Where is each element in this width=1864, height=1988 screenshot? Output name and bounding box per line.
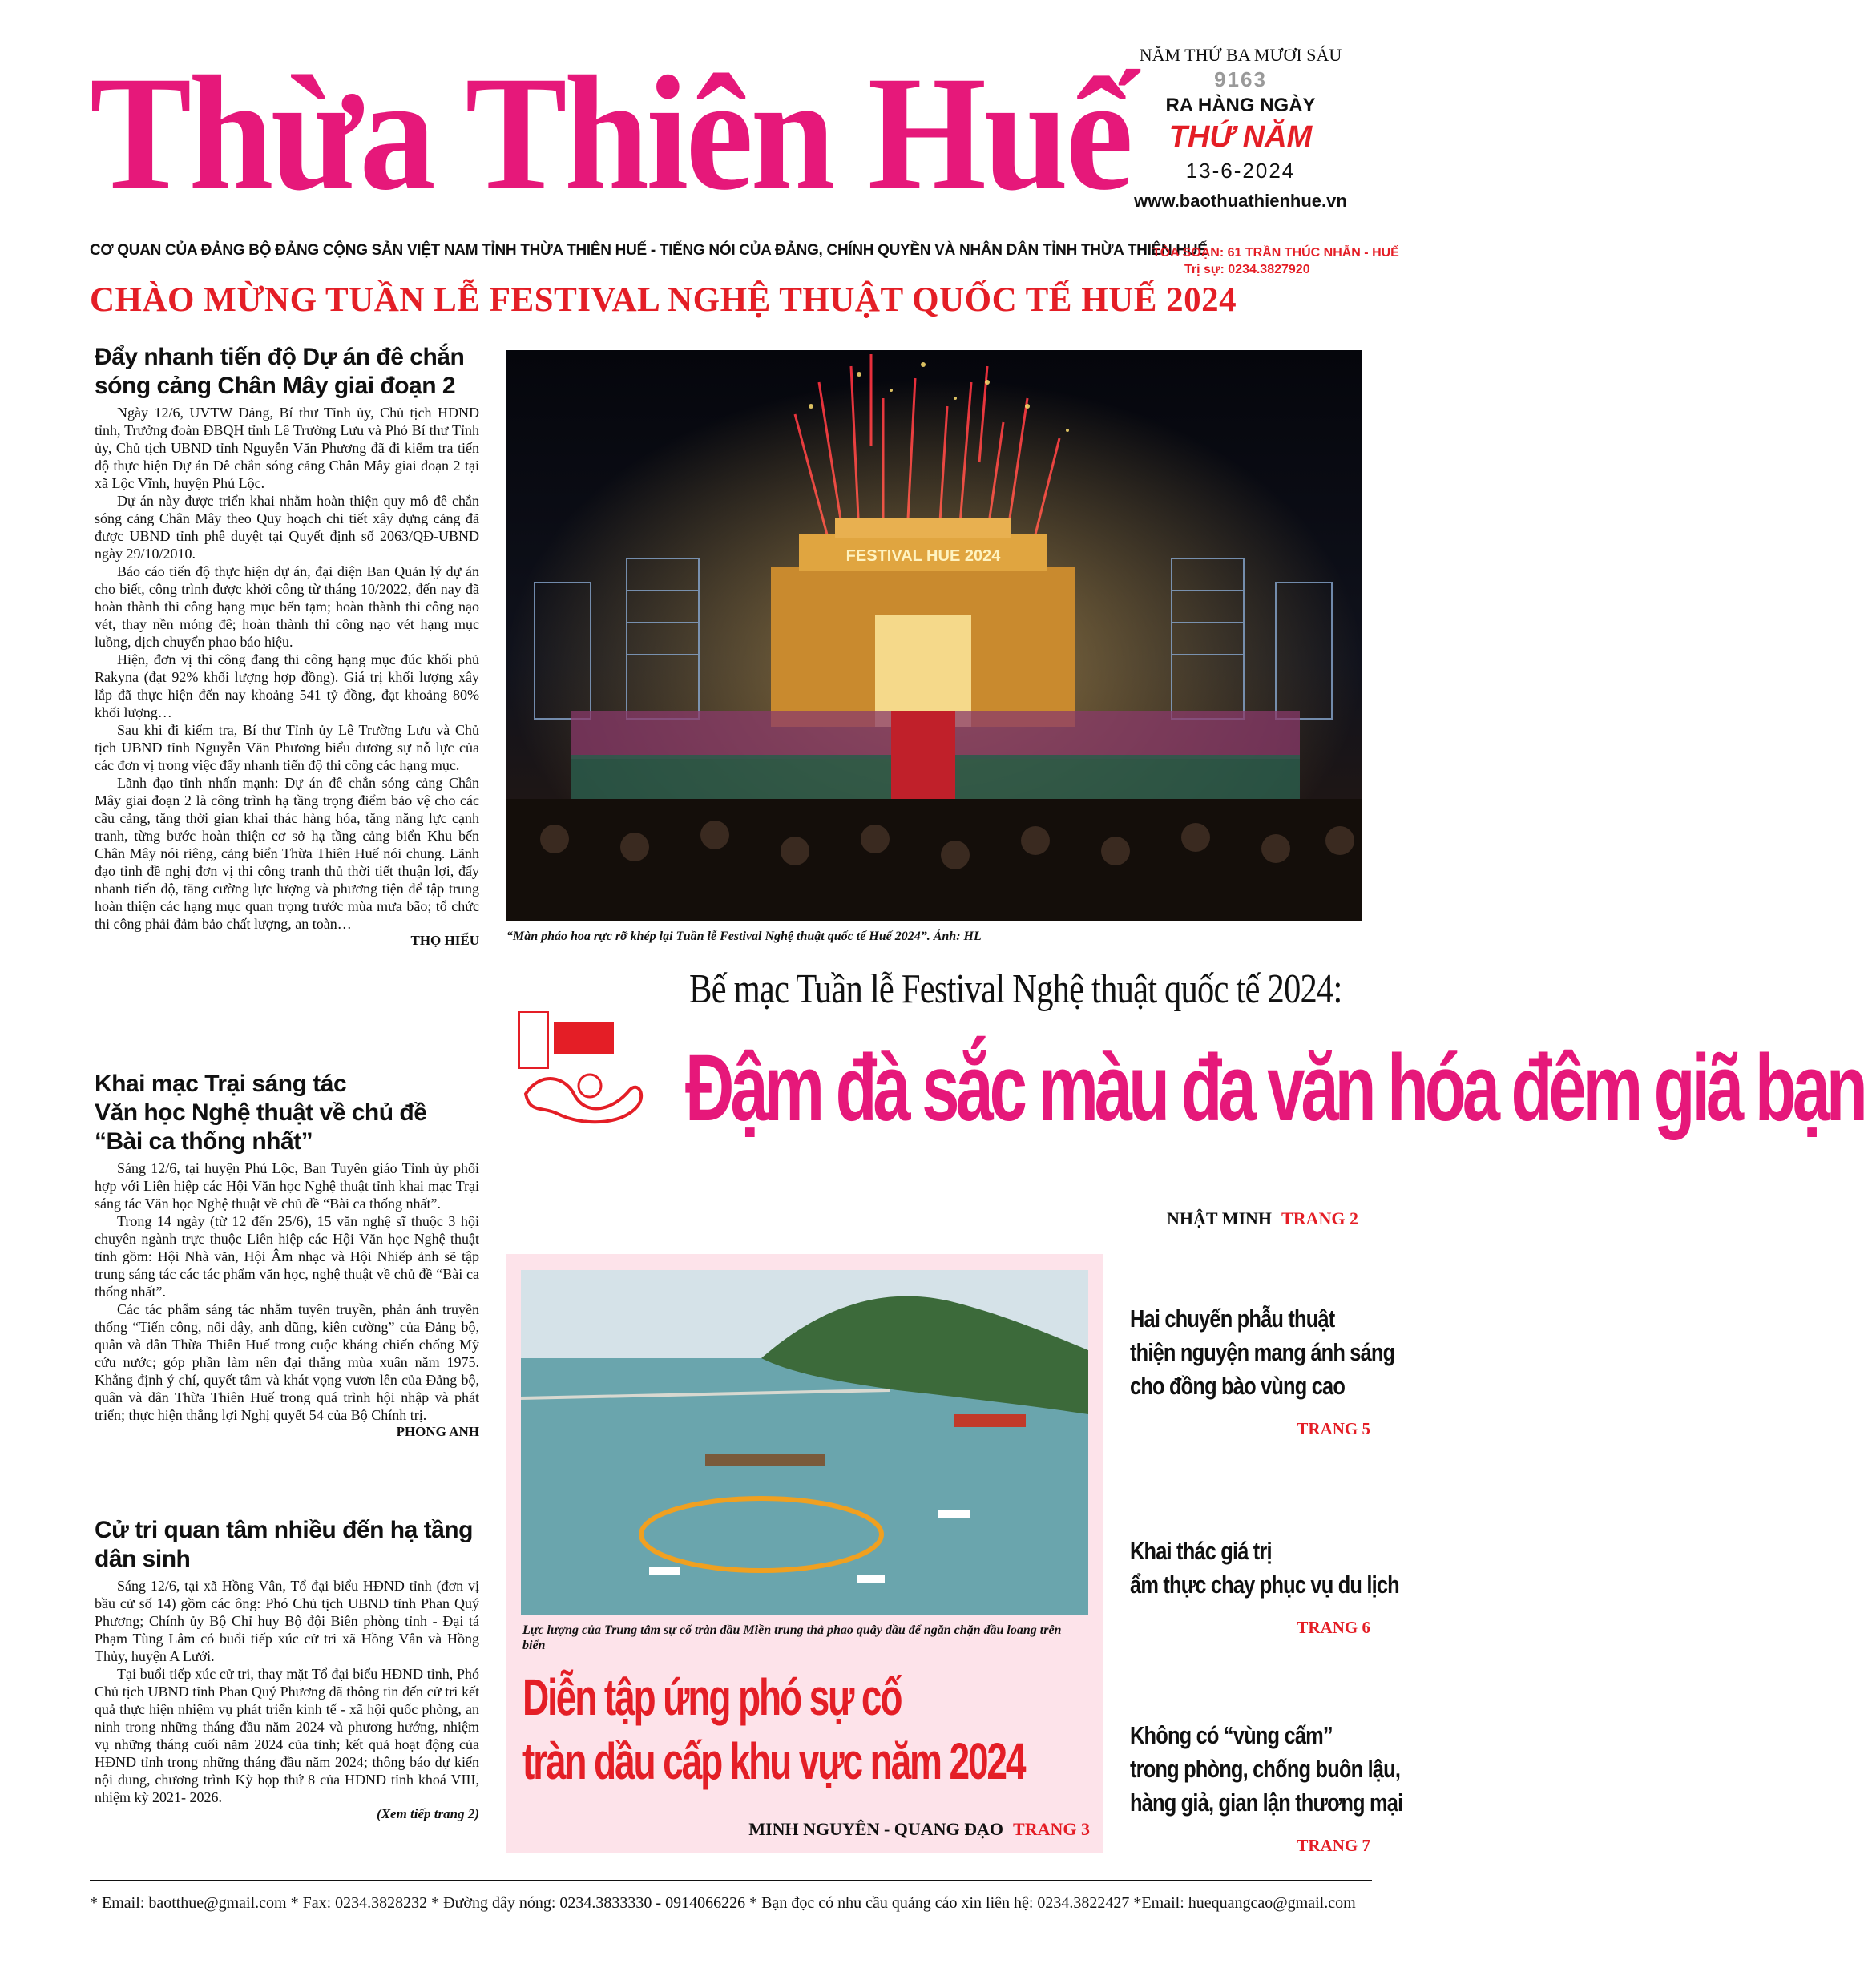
article-cu-tri <box>95 1516 479 1822</box>
page-ref[interactable]: TRANG 6 <box>1297 1618 1370 1637</box>
stage-sign: FESTIVAL HUE 2024 <box>845 547 1001 565</box>
teaser-line: thiện nguyện mang ánh sáng <box>1130 1338 1395 1366</box>
office-phone: Trị sự: 0234.3827920 <box>1184 263 1310 276</box>
teaser-smuggling[interactable] <box>1130 1719 1403 1856</box>
frequency: RA HÀNG NGÀY <box>1165 95 1316 116</box>
barge <box>705 1454 825 1466</box>
masthead-tagline: CƠ QUAN CỦA ĐẢNG BỘ ĐẢNG CỘNG SẢN VIỆT NAM TỈNH THỪA THIÊN HUẾ - TIẾNG NÓI CỦA ĐẢNG, CHÍNH QUYỀN VÀ NHÂN DÂN TỈNH THỪA THIÊN HUẾ <box>90 242 1208 259</box>
teaser-line: cho đồng bào vùng cao <box>1130 1372 1346 1400</box>
article-trai-sang-tac <box>95 1070 479 1440</box>
page-ref[interactable]: TRANG 5 <box>1297 1419 1370 1438</box>
article-title[interactable]: Đẩy nhanh tiến độ Dự án đê chắn <box>95 344 465 370</box>
article-author: NHẬT MINH <box>1167 1208 1273 1228</box>
oil-drill-byline <box>681 1819 1090 1840</box>
teaser-line: trong phòng, chống buôn lậu, <box>1130 1755 1401 1783</box>
teaser-line: Khai thác giá trị <box>1130 1537 1272 1565</box>
teaser-line: Không có “vùng cấm” <box>1130 1721 1333 1749</box>
paragraph: Sau khi đi kiểm tra, Bí thư Tỉnh ủy Lê Trường Lưu và Chủ tịch UBND tỉnh Nguyễn Văn Phương biểu dương sự nỗ lực của các đơn vị trong việc đẩy nhanh tiến độ thi công các hạng mục. <box>95 722 479 773</box>
website-link[interactable]: www.baothuathienhue.vn <box>1134 191 1347 211</box>
article-title[interactable]: “Bài ca thống nhất” <box>95 1128 313 1155</box>
paragraph: Báo cáo tiến độ thực hiện dự án, đại diện Ban Quản lý dự án cho biết, công trình được khởi công từ tháng 10/2022, đến nay đã hoàn thành thi công hạng mục bến tạm; hoàn thành thi công nạo vét, thay nền móng đê; hoàn thành thi công nạo vét hạng mục luồng, dịch chuyển phao báo hiệu. <box>95 563 479 650</box>
headline-line: Diễn tập ứng phó sự cố <box>522 1668 902 1726</box>
festival-byline <box>1134 1208 1358 1229</box>
article-title[interactable]: sóng cảng Chân Mây giai đoạn 2 <box>95 373 456 399</box>
paragraph: Lãnh đạo tỉnh nhấn mạnh: Dự án đê chắn sóng cảng Chân Mây giai đoạn 2 là công trình hạ tầng trọng điểm bảo vệ cho các cầu cảng, tăng thời gian khai thác hàng hóa, tăng năng lực cạnh tranh, từng bước hoàn thiện cơ sở hạ tầng cảng biển Khu bến Chân Mây nói riêng, cảng biển Thừa Thiên Huế nói chung. Lãnh đạo tỉnh đề nghị đơn vị thi công tranh thủ thời tiết thuận lợi, đẩy nhanh tiến độ, tăng cường lực lượng và phương tiện để tập trung hoàn thiện các hạng mục quan trọng trước mùa mưa bão; tổ chức thi công phải đảm bảo chất lượng, an toàn… <box>95 775 479 932</box>
festival-photo <box>506 350 1362 921</box>
paragraph: Tại buổi tiếp xúc cử tri, thay mặt Tổ đại biểu HĐND tỉnh, Phó Chủ tịch UBND tỉnh Phan Quý Phương đã thông tin đến cử tri kết quả thực hiện nhiệm vụ phát triển kinh tế - xã hội quốc phòng, an ninh trong những tháng đầu năm 2024 và phương hướng, nhiệm vụ những tháng cuối năm 2024 của tỉnh; kết quả hoạt động của HĐND tỉnh trong những tháng đầu năm 2024; thông báo dự kiến nội dung, chương trình Kỳ họp thứ 8 của HĐND tỉnh khoá VIII, nhiệm kỳ 2021- 2026. <box>95 1666 479 1805</box>
oil-drill-caption: Lực lượng của Trung tâm sự cố tràn dầu Miền trung thả phao quây dầu để ngăn chặn dầu loang trên biển <box>522 1623 1062 1652</box>
continued-link[interactable]: (Xem tiếp trang 2) <box>377 1806 479 1821</box>
article-title[interactable]: Cử tri quan tâm nhiều đến hạ tầng <box>95 1517 473 1543</box>
teaser-surgery[interactable] <box>1130 1302 1395 1439</box>
issue-number: 9163 <box>1214 67 1267 91</box>
office-address: TÒA SOẠN: 61 TRẦN THÚC NHẪN - HUẾ <box>1152 246 1399 260</box>
oil-drill-headline[interactable] <box>522 1665 1025 1793</box>
paragraph: Sáng 12/6, tại xã Hồng Vân, Tổ đại biểu HĐND tỉnh (đơn vị bầu cử số 14) gồm các ông: Phó Chủ tịch UBND tỉnh Phan Quý Phương; Chính ủy Bộ Chỉ huy Bộ đội Biên phòng tỉnh - Đại tá Phạm Tùng Lâm có buổi tiếp xúc cử tri xã Hồng Vân và Hồng Thủy, huyện A Lưới. <box>95 1578 479 1664</box>
festival-banner: CHÀO MỪNG TUẦN LỄ FESTIVAL NGHỆ THUẬT QUỐC TẾ HUẾ 2024 <box>90 281 1237 319</box>
weekday: THỨ NĂM <box>1168 120 1313 154</box>
office-info <box>1152 244 1417 278</box>
page-ref[interactable]: TRANG 2 <box>1281 1208 1358 1228</box>
issue-info <box>1112 46 1369 210</box>
festival-headline[interactable]: Đậm đà sắc màu đa văn hóa đêm giã bạn <box>685 1035 1864 1141</box>
masthead-title: Thừa Thiên Huế <box>90 42 1131 224</box>
page-ref[interactable]: TRANG 7 <box>1297 1836 1370 1855</box>
article-chan-may <box>95 343 479 949</box>
paragraph: Ngày 12/6, UVTW Đảng, Bí thư Tỉnh ủy, Chủ tịch HĐND tỉnh, Trưởng đoàn ĐBQH tỉnh Lê Trường Lưu và Phó Bí thư Tỉnh ủy, Chủ tịch UBND tỉnh Nguyễn Văn Phương đã đi kiểm tra tiến độ thực hiện Dự án Đê chắn sóng cảng Chân Mây giai đoạn 2 tại xã Lộc Vĩnh, huyện Phú Lộc. <box>95 405 479 491</box>
contact-footer: * Email: baotthue@gmail.com * Fax: 0234.3828232 * Đường dây nóng: 0234.3833330 - 0914066226 * Bạn đọc có nhu cầu quảng cáo xin liên hệ: 0234.3822427 *Email: huequangcao@gmail.com <box>90 1880 1372 1913</box>
festival-hue-logo <box>510 1006 662 1134</box>
festival-logo-icon <box>510 1006 662 1134</box>
page-ref[interactable]: TRANG 3 <box>1013 1819 1090 1839</box>
teaser-line: hàng giả, gian lận thương mại <box>1130 1788 1403 1817</box>
paragraph: Dự án này được triển khai nhằm hoàn thiện quy mô đê chắn sóng cảng Chân Mây theo Quy hoạch chi tiết xây dựng cảng đã được UBND tỉnh phê duyệt tại Quyết định số 2063/QĐ-UBND ngày 29/10/2010. <box>95 493 479 562</box>
article-title[interactable]: Văn học Nghệ thuật về chủ đề <box>95 1099 427 1126</box>
sea-image <box>521 1270 1088 1615</box>
paragraph: Trong 14 ngày (từ 12 đến 25/6), 15 văn nghệ sĩ thuộc 3 hội chuyên ngành trực thuộc Liên hiệp các Hội Văn học Nghệ thuật tỉnh gồm: Hội Nhà văn, Hội Âm nhạc và Hội Nhiếp ảnh sẽ tập trung sáng tác các tác phẩm văn học, nghệ thuật về chủ đề “Bài ca thống nhất”. <box>95 1213 479 1300</box>
article-author: PHONG ANH <box>396 1424 479 1439</box>
date: 13-6-2024 <box>1185 159 1296 183</box>
oil-drill-photo <box>521 1270 1088 1615</box>
festival-subhead: Bế mạc Tuần lễ Festival Nghệ thuật quốc tế 2024: <box>689 966 1342 1012</box>
hero-caption: “Màn pháo hoa rực rỡ khép lại Tuần lễ Festival Nghệ thuật quốc tế Huế 2024”. Ảnh: HL <box>506 929 982 943</box>
headline-line: tràn dầu cấp khu vực năm 2024 <box>522 1732 1025 1790</box>
festival-night-image <box>506 350 1362 921</box>
article-author: THỌ HIẾU <box>410 933 479 948</box>
teaser-vegetarian[interactable] <box>1130 1534 1399 1638</box>
teaser-line: Hai chuyến phẫu thuật <box>1130 1304 1335 1333</box>
paragraph: Hiện, đơn vị thi công đang thi công hạng mục đúc khối phủ Rakyna (đạt 92% khối lượng hợp đồng). Giá trị khối lượng xây lắp đã thực hiện đến nay khoảng 541 tỷ đồng, đạt khoảng 80% khối lượng… <box>95 651 479 720</box>
article-title[interactable]: Khai mạc Trại sáng tác <box>95 1071 347 1097</box>
paragraph: Các tác phẩm sáng tác nhằm tuyên truyền, phản ánh truyền thống “Tiến công, nổi dậy, anh dũng, kiên cường” của Đảng bộ, quân và dân Thừa Thiên Huế trong cuộc kháng chiến chống Mỹ cứu nước; góp phần làm nên đại thắng mùa xuân năm 1975. Khẳng định ý chí, quyết tâm và khát vọng vươn lên của Đảng bộ, quân và dân Thừa Thiên Huế trong quá trình hội nhập và phát triển; thực hiện thắng lợi Nghị quyết 54 của Bộ Chính trị. <box>95 1301 479 1423</box>
article-title[interactable]: dân sinh <box>95 1546 191 1572</box>
year-line: NĂM THỨ BA MƯƠI SÁU <box>1139 45 1342 65</box>
teaser-line: ẩm thực chay phục vụ du lịch <box>1130 1571 1399 1599</box>
paragraph: Sáng 12/6, tại huyện Phú Lộc, Ban Tuyên giáo Tỉnh ủy phối hợp với Liên hiệp các Hội Văn học Nghệ thuật tỉnh khai mạc Trại sáng tác Văn học Nghệ thuật về chủ đề “Bài ca thống nhất”. <box>95 1160 479 1212</box>
article-author: MINH NGUYÊN - QUANG ĐẠO <box>748 1819 1004 1839</box>
